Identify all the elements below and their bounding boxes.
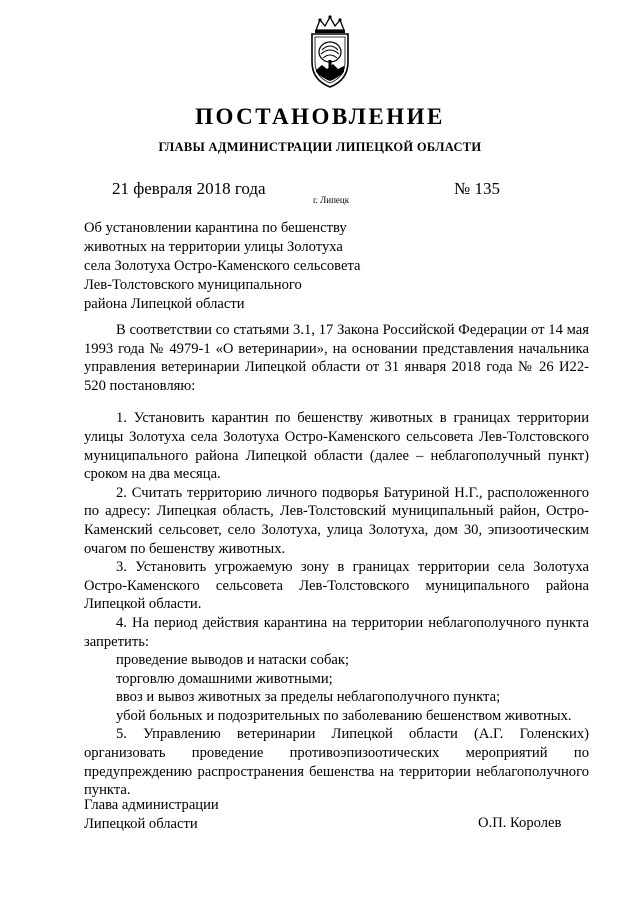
clause-4: 4. На период действия карантина на территории неблагополучного пункта запретить: [84,614,589,650]
signatory-position-line: Глава администрации [84,797,219,813]
signatory-position-line: Липецкой области [84,816,198,832]
preamble-paragraph: В соответствии со статьями 3.1, 17 Закона Российской Федерации от 14 мая 1993 года № 4979-1 «О ветеринарии», на основании представления начальника управления ветеринарии Липецкой области от 31 января 2018 года № 26 И22-520 постановляю: [84,322,589,394]
subject-line: животных на территории улицы Золотуха [84,239,343,255]
lipetsk-coat-of-arms-icon [300,14,360,90]
document-subject [84,219,404,314]
clause-3: 3. Установить угрожаемую зону в границах территории села Золотуха Остро-Каменского сельсовета Лев-Толстовского муниципального района Липецкой области. [84,559,589,613]
clause-5: 5. Управлению ветеринарии Липецкой области (А.Г. Голенских) организовать проведение противоэпизоотических мероприятий по предупреждению распространения бешенства на территории неблагополучного пункта. [84,726,589,799]
document-city: г. Липецк [313,195,350,205]
subject-line: района Липецкой области [84,296,245,312]
document-date: 21 февраля 2018 года [112,179,266,198]
clause-4-subitem: проведение выводов и натаски собак; [116,652,350,669]
clause-2: 2. Считать территорию личного подворья Батуриной Н.Г., расположенного по адресу: Липецкая область, Лев-Толстовский муниципальный район, Остро-Каменский сельсовет, село Золотуха, улица Золотуха, дом 30, эпизоотическим очагом по бешенству животных. [84,484,589,557]
document-subtitle: ГЛАВЫ АДМИНИСТРАЦИИ ЛИПЕЦКОЙ ОБЛАСТИ [158,140,482,154]
signatory-name: О.П. Королев [478,815,562,831]
clause-4-subitem: ввоз и вывоз животных за пределы неблагополучного пункта; [116,689,501,706]
document-number: № 135 [454,179,500,198]
document-body [84,321,589,800]
document-title: ПОСТАНОВЛЕНИЕ [195,104,445,129]
subject-line: Об установлении карантина по бешенству [84,220,347,236]
clause-4-subitem: торговлю домашними животными; [116,670,333,687]
subject-line: Лев-Толстовского муниципального [84,277,302,293]
clause-1: 1. Установить карантин по бешенству животных в границах территории улицы Золотуха села Золотуха Остро-Каменского сельсовета Лев-Толстовского муниципального района Липецкой области (далее – неблагополучный пункт) сроком на два месяца. [84,410,589,483]
subject-line: села Золотуха Остро-Каменского сельсовета [84,258,361,274]
signatory-position [84,796,219,834]
clause-4-subitem: убой больных и подозрительных по заболеванию бешенством животных. [116,707,572,724]
